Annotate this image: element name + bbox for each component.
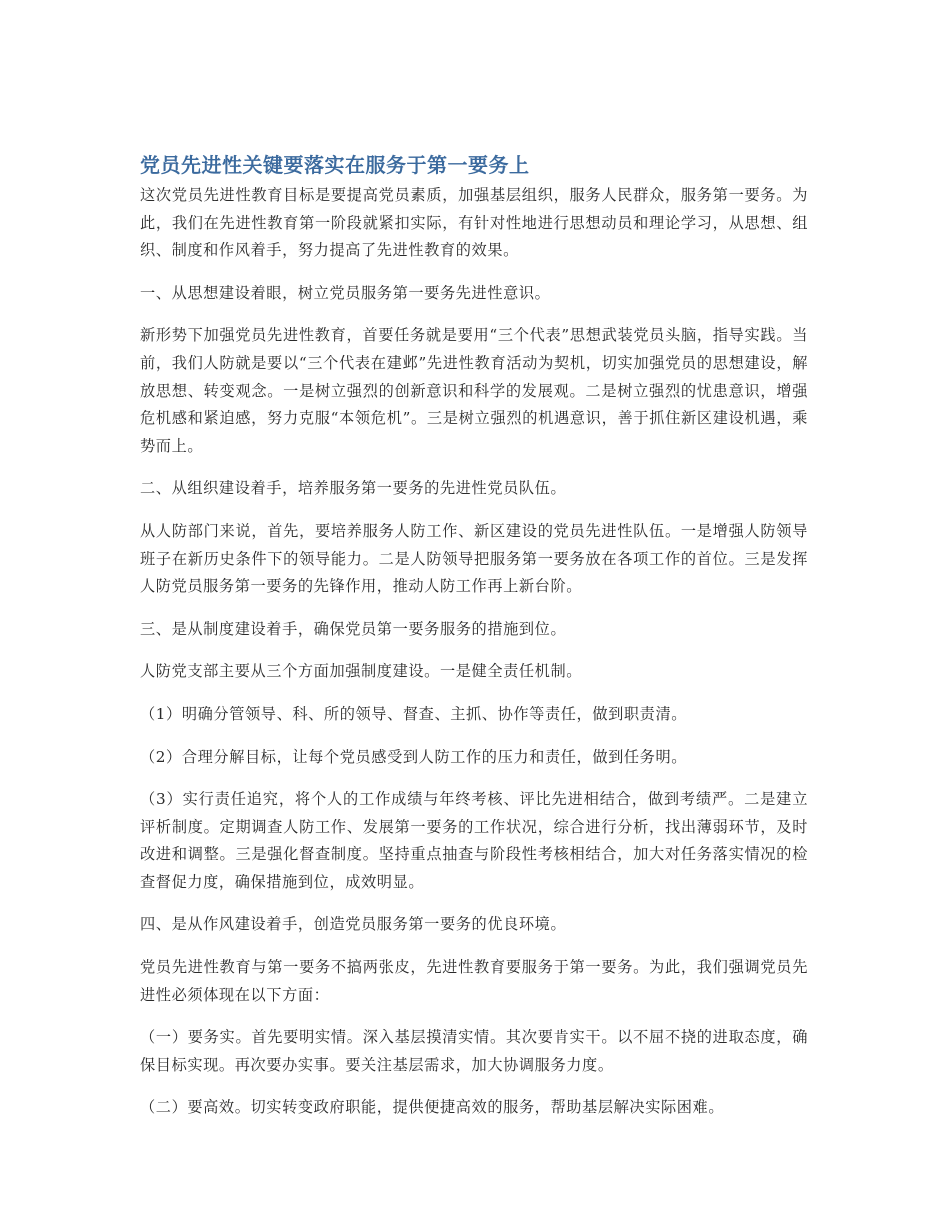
sub-item-2: （二）要高效。切实转变政府职能，提供便捷高效的服务，帮助基层解决实际困难。 bbox=[140, 1098, 725, 1117]
section-3-paragraph: 人防党支部主要从三个方面加强制度建设。一是健全责任机制。 bbox=[140, 662, 583, 681]
sub-item-1: （一）要务实。首先要明实情。深入基层摸清实情。其次要肯实干。以不屈不挠的进取态度，确保目标实现。再次要办实事。要关注基层需求，加大协调服务力度。 bbox=[140, 1028, 808, 1074]
section-4-paragraph: 党员先进性教育与第一要务不搞两张皮，先进性教育要服务于第一要务。为此，我们强调党员先进性必须体现在以下方面： bbox=[140, 958, 808, 1004]
intro-paragraph: 这次党员先进性教育目标是要提高党员素质，加强基层组织，服务人民群众，服务第一要务。为此，我们在先进性教育第一阶段就紧扣实际，有针对性地进行思想动员和理论学习，从思想、组织、制度和作风着手，努力提高了先进性教育的效果。 bbox=[140, 186, 808, 260]
section-1-paragraph: 新形势下加强党员先进性教育，首要任务就是要用“三个代表”思想武装党员头脑，指导实践。当前，我们人防就是要以“三个代表在建邺”先进性教育活动为契机，切实加强党员的思想建设，解放思想、转变观念。一是树立强烈的创新意识和科学的发展观。二是树立强烈的忧患意识，增强危机感和紧迫感，努力克服“本领危机”。三是树立强烈的机遇意识，善于抓住新区建设机遇，乘势而上。 bbox=[140, 326, 808, 455]
document-title: 党员先进性关键要落实在服务于第一要务上 bbox=[140, 153, 530, 177]
list-item-2: （2）合理分解目标，让每个党员感受到人防工作的压力和责任，做到任务明。 bbox=[140, 747, 688, 766]
list-item-3: （3）实行责任追究，将个人的工作成绩与年终考核、评比先进相结合，做到考绩严。二是建立评析制度。定期调查人防工作、发展第一要务的工作状况，综合进行分析，找出薄弱环节，及时改进和调整。三是强化督查制度。坚持重点抽查与阶段性考核相结合，加大对任务落实情况的检查督促力度，确保措施到位，成效明显。 bbox=[140, 790, 808, 891]
list-item-1: （1）明确分管领导、科、所的领导、督查、主抓、协作等责任，做到职责清。 bbox=[140, 704, 688, 723]
section-heading-4: 四、是从作风建设着手，创造党员服务第一要务的优良环境。 bbox=[140, 915, 567, 934]
section-heading-2: 二、从组织建设着手，培养服务第一要务的先进性党员队伍。 bbox=[140, 479, 567, 498]
document-page bbox=[140, 152, 808, 1137]
section-2-paragraph: 从人防部门来说，首先，要培养服务人防工作、新区建设的党员先进性队伍。一是增强人防领导班子在新历史条件下的领导能力。二是人防领导把服务第一要务放在各项工作的首位。三是发挥人防党员服务第一要务的先锋作用，推动人防工作再上新台阶。 bbox=[140, 521, 808, 596]
section-heading-3: 三、是从制度建设着手，确保党员第一要务服务的措施到位。 bbox=[140, 619, 567, 638]
section-heading-1: 一、从思想建设着眼，树立党员服务第一要务先进性意识。 bbox=[140, 283, 551, 302]
